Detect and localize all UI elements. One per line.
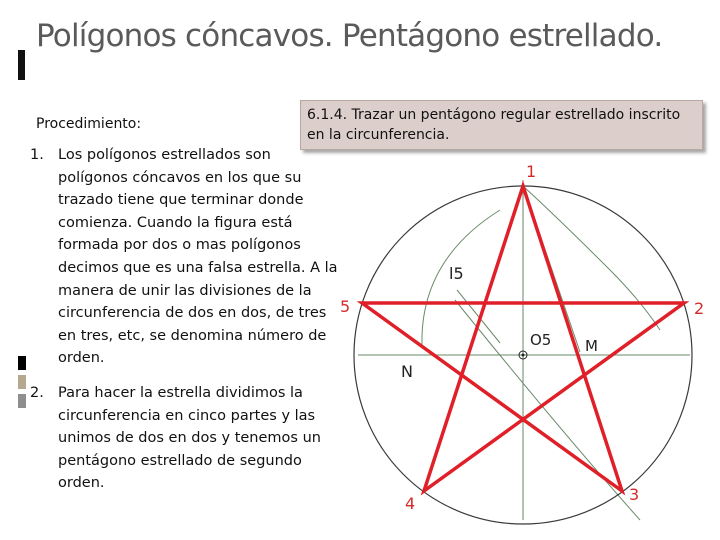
slide-title: Polígonos cóncavos. Pentágono estrellado. (36, 18, 663, 54)
label-l5: l5 (449, 264, 464, 283)
step-number: 1. (30, 147, 44, 163)
star-pentagon-figure (340, 150, 710, 530)
step-text: Para hacer la estrella dividimos la circunferencia en cinco partes y las unimos de dos en dos y tenemos un pentágono estrellado de segundo orden. (58, 384, 321, 492)
construction-line (457, 290, 500, 343)
label-point-5: 5 (340, 297, 351, 316)
steps-list (30, 144, 340, 495)
step-number: 2. (30, 384, 44, 401)
step-text: Los polígonos estrellados son polígonos cóncavos en los que su trazado tiene que terminar donde comienza. Cuando la figura está formada por dos o mas polígonos decimos que es una falsa estrella. A la manera de unir las divisiones de la circunferencia de dos en dos, de tres en tres, etc, se denomina número de orden. (58, 147, 338, 367)
procedure-label: Procedimiento: (36, 116, 142, 132)
label-point-1: 1 (526, 162, 537, 181)
construction-arc (523, 186, 660, 330)
title-accent-bar (18, 50, 25, 80)
callout-box: 6.1.4. Trazar un pentágono regular estrellado inscrito en la circunferencia. (300, 100, 703, 150)
label-point-4: 4 (405, 494, 416, 513)
decor-square (18, 394, 26, 408)
list-item (30, 144, 340, 370)
decor-square (18, 356, 26, 370)
label-m: M (585, 337, 598, 355)
center-point-dot (522, 354, 525, 357)
label-point-3: 3 (629, 485, 640, 504)
list-item (30, 382, 340, 495)
decor-square (18, 375, 26, 389)
label-o5: O5 (530, 331, 552, 349)
decorative-squares (18, 356, 26, 413)
label-n: N (401, 362, 413, 381)
label-point-2: 2 (694, 299, 705, 318)
